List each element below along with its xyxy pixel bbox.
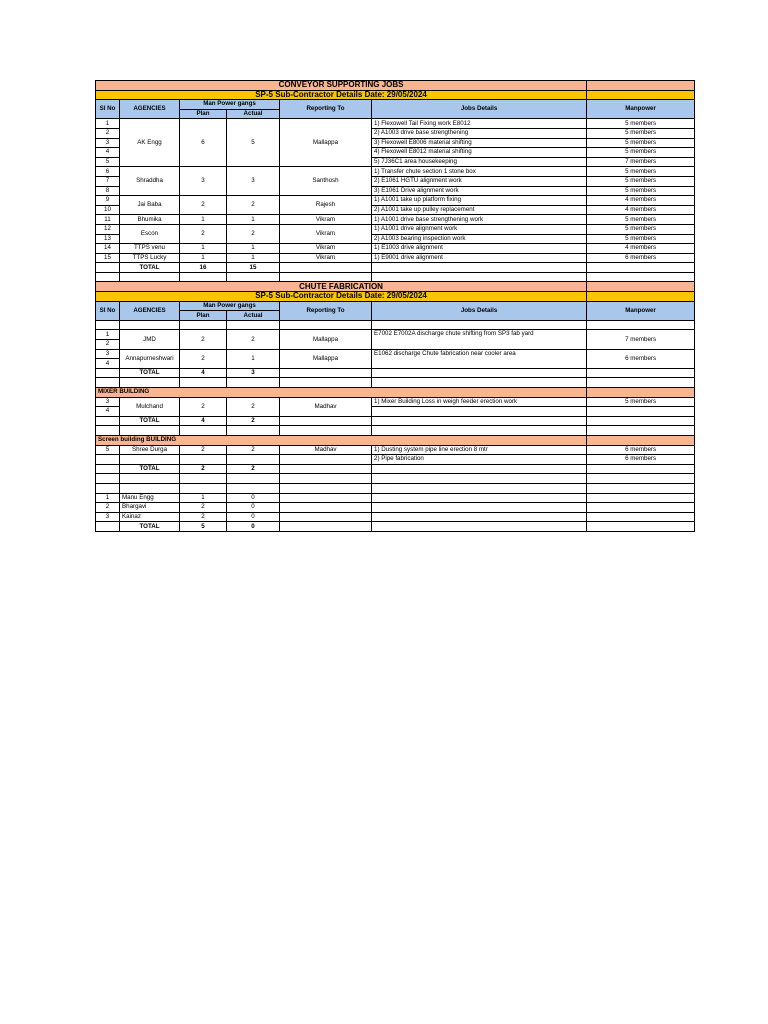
reporting-to: Vikram (280, 244, 372, 254)
plan-value: 6 (180, 119, 227, 167)
reporting-to: Madhav (280, 397, 372, 416)
actual-value: 0 (227, 503, 280, 513)
sl-no: 2 (96, 128, 120, 138)
job-detail: 2) A1003 bearing inspection work (372, 234, 587, 244)
plan-value: 2 (180, 330, 227, 349)
plan-value: 3 (180, 167, 227, 196)
empty-cell (587, 483, 695, 493)
header-manpower: Manpower (587, 100, 695, 119)
empty-cell (227, 378, 280, 388)
manpower-value: 6 members (587, 445, 695, 455)
sl-no: 8 (96, 186, 120, 196)
empty-cell (587, 320, 695, 330)
empty-cell (372, 464, 587, 474)
header-actual: Actual (227, 109, 280, 119)
empty-cell (372, 416, 587, 426)
empty-cell (372, 503, 587, 513)
table-row (96, 445, 695, 455)
manpower-value: 4 members (587, 205, 695, 215)
empty-cell (227, 483, 280, 493)
empty-cell (227, 320, 280, 330)
plan-value: 2 (180, 224, 227, 243)
mixer-section-title: MIXER BUILDING (96, 388, 587, 398)
table-row (96, 512, 695, 522)
empty-cell (372, 272, 587, 282)
job-detail: 4) Flexowell E8012 material shifting (372, 148, 587, 158)
chute-title-end (587, 282, 695, 292)
chute-title-cell: CHUTE FABRICATION (96, 282, 587, 292)
job-detail: 1) Flexowell Tail Fixing work E8012 (372, 119, 587, 129)
empty-cell (120, 483, 180, 493)
empty-cell (280, 455, 372, 465)
empty-cell (372, 426, 587, 436)
sl-no: 5 (96, 445, 120, 455)
table-row (96, 224, 695, 234)
empty-cell (120, 455, 180, 465)
empty-cell (372, 512, 587, 522)
empty-cell (96, 426, 120, 436)
sl-no: 4 (96, 359, 120, 369)
total-label: TOTAL (120, 416, 180, 426)
header-sl-no: Sl No (96, 301, 120, 320)
empty-cell (280, 426, 372, 436)
sl-no: 4 (96, 148, 120, 158)
agency-name: Mulchand (120, 397, 180, 416)
chute-total-row (96, 368, 695, 378)
empty-cell (96, 368, 120, 378)
empty-cell (227, 474, 280, 484)
chute-subtitle-cell: SP-5 Sub-Contractor Details Date: 29/05/2024 (96, 292, 587, 302)
total-label: TOTAL (120, 263, 180, 273)
empty-cell (180, 474, 227, 484)
job-detail: 1) E1003 drive alignment (372, 244, 587, 254)
chute-subtitle (96, 292, 695, 302)
empty-cell (280, 522, 372, 532)
table-row (96, 455, 695, 465)
conveyor-total-row (96, 263, 695, 273)
empty-cell (587, 426, 695, 436)
sl-no: 1 (96, 119, 120, 129)
manpower-value: 5 members (587, 224, 695, 234)
total-label: TOTAL (120, 522, 180, 532)
actual-value: 1 (227, 349, 280, 368)
job-detail: 2) A1003 drive base strengthening (372, 128, 587, 138)
total-plan: 5 (180, 522, 227, 532)
empty-cell (96, 272, 120, 282)
empty-cell (280, 378, 372, 388)
actual-value: 2 (227, 445, 280, 455)
sl-no: 4 (96, 407, 120, 417)
empty-cell (587, 407, 695, 417)
manpower-value: 6 members (587, 455, 695, 465)
sl-no: 9 (96, 196, 120, 206)
header-manpower-gangs: Man Power gangs (180, 100, 280, 110)
total-actual: 0 (227, 522, 280, 532)
empty-cell (227, 272, 280, 282)
empty-cell (120, 426, 180, 436)
screen-total-row (96, 464, 695, 474)
plan-value: 2 (180, 349, 227, 368)
agency-name: TTPS venu (120, 244, 180, 254)
empty-row (96, 474, 695, 484)
sl-no: 3 (96, 349, 120, 359)
sl-no: 12 (96, 224, 120, 234)
manpower-value: 5 members (587, 234, 695, 244)
total-plan: 4 (180, 368, 227, 378)
empty-cell (587, 263, 695, 273)
actual-value: 2 (227, 397, 280, 416)
empty-cell (96, 320, 120, 330)
table-row (96, 167, 695, 177)
empty-cell (96, 263, 120, 273)
empty-cell (372, 368, 587, 378)
total-plan: 4 (180, 416, 227, 426)
agency-name: AK Engg (120, 119, 180, 167)
empty-cell (372, 320, 587, 330)
sl-no: 14 (96, 244, 120, 254)
reporting-to: Santhosh (280, 167, 372, 196)
sl-no: 15 (96, 253, 120, 263)
agency-name: Escon (120, 224, 180, 243)
manpower-value: 5 members (587, 176, 695, 186)
table-row (96, 397, 695, 407)
empty-cell (280, 474, 372, 484)
reporting-to: Vikram (280, 224, 372, 243)
job-detail: 3) E1061 Drive alignment work (372, 186, 587, 196)
sl-no: 3 (96, 397, 120, 407)
manpower-value: 5 members (587, 138, 695, 148)
agency-name: TTPS Lucky (120, 253, 180, 263)
empty-cell (372, 263, 587, 273)
empty-cell (280, 493, 372, 503)
total-label: TOTAL (120, 368, 180, 378)
screen-section-row (96, 435, 695, 445)
conveyor-title-cell: CONVEYOR SUPPORTING JOBS (96, 81, 587, 91)
header-jobs-details: Jobs Details (372, 100, 587, 119)
actual-value: 2 (227, 196, 280, 215)
job-detail: 2) Pipe fabrication (372, 455, 587, 465)
table-row (96, 215, 695, 225)
empty-cell (280, 368, 372, 378)
job-detail: 1) E9001 drive alignment (372, 253, 587, 263)
job-detail: 2) E1061 HGTU alignment work (372, 176, 587, 186)
agency-name: Bhumika (120, 215, 180, 225)
plan-value: 2 (180, 397, 227, 416)
empty-cell (120, 378, 180, 388)
manpower-value: 7 members (587, 330, 695, 349)
empty-cell (587, 378, 695, 388)
empty-cell (280, 464, 372, 474)
header-manpower: Manpower (587, 301, 695, 320)
empty-cell (280, 272, 372, 282)
job-detail: 5) 7J36C1 area housekeeping (372, 157, 587, 167)
plan-value: 2 (180, 445, 227, 455)
job-detail: 1) Dusting system pipe line erection 8 mtr (372, 445, 587, 455)
mixer-section-end (587, 388, 695, 398)
total-plan: 16 (180, 263, 227, 273)
plan-value: 1 (180, 244, 227, 254)
empty-cell (120, 474, 180, 484)
agency-name: Jai Baba (120, 196, 180, 215)
header-actual: Actual (227, 311, 280, 321)
manpower-value: 6 members (587, 349, 695, 368)
sl-no: 3 (96, 138, 120, 148)
manpower-value: 6 members (587, 253, 695, 263)
sl-no: 13 (96, 234, 120, 244)
header-manpower-gangs: Man Power gangs (180, 301, 280, 311)
actual-value: 2 (227, 330, 280, 349)
empty-cell (180, 320, 227, 330)
plan-value: 2 (180, 512, 227, 522)
empty-cell (587, 493, 695, 503)
empty-cell (96, 483, 120, 493)
empty-row (96, 378, 695, 388)
table-row (96, 119, 695, 129)
empty-cell (587, 474, 695, 484)
actual-value: 1 (227, 215, 280, 225)
header-plan: Plan (180, 311, 227, 321)
conveyor-header-row (96, 100, 695, 110)
reporting-to: Rajesh (280, 196, 372, 215)
conveyor-subtitle (96, 90, 695, 100)
manpower-value: 5 members (587, 397, 695, 407)
mixer-section-row (96, 388, 695, 398)
mixer-total-row (96, 416, 695, 426)
screen-section-title: Screen building BUILDING (96, 435, 587, 445)
empty-cell (280, 512, 372, 522)
empty-cell (280, 416, 372, 426)
empty-cell (280, 263, 372, 273)
table-row (96, 493, 695, 503)
agency-name: Manu Engg (120, 493, 180, 503)
empty-cell (587, 464, 695, 474)
table-row (96, 349, 695, 359)
screen-section-end (587, 435, 695, 445)
empty-cell (372, 407, 587, 417)
empty-cell (227, 455, 280, 465)
sl-no: 5 (96, 157, 120, 167)
empty-cell (227, 426, 280, 436)
actual-value: 2 (227, 224, 280, 243)
manpower-value: 5 members (587, 128, 695, 138)
job-detail: 1) A1001 take up platform fixing (372, 196, 587, 206)
conveyor-subtitle-end (587, 90, 695, 100)
reporting-to: Mallappa (280, 119, 372, 167)
total-actual: 15 (227, 263, 280, 273)
empty-cell (280, 320, 372, 330)
actual-value: 5 (227, 119, 280, 167)
empty-cell (587, 416, 695, 426)
empty-cell (587, 368, 695, 378)
table-row (96, 330, 695, 340)
reporting-to: Madhav (280, 445, 372, 455)
reporting-to: Vikram (280, 253, 372, 263)
header-plan: Plan (180, 109, 227, 119)
empty-cell (280, 503, 372, 513)
empty-cell (96, 416, 120, 426)
empty-cell (587, 503, 695, 513)
agency-name: Bhargavi (120, 503, 180, 513)
actual-value: 3 (227, 167, 280, 196)
sl-no: 1 (96, 330, 120, 340)
header-agencies: AGENCIES (120, 100, 180, 119)
manpower-value: 5 members (587, 186, 695, 196)
sl-no: 11 (96, 215, 120, 225)
job-detail: 1) A1001 drive alignment work (372, 224, 587, 234)
manpower-value: 5 members (587, 148, 695, 158)
chute-subtitle-end (587, 292, 695, 302)
sl-no: 3 (96, 512, 120, 522)
table-row (96, 196, 695, 206)
reporting-to: Mallappa (280, 330, 372, 349)
reporting-to: Mallappa (280, 349, 372, 368)
plan-value: 1 (180, 253, 227, 263)
job-detail: 1) Mixer Building Loss in weigh feeder erection work (372, 397, 587, 407)
plan-value: 2 (180, 503, 227, 513)
reporting-to: Vikram (280, 215, 372, 225)
sl-no: 1 (96, 493, 120, 503)
total-actual: 2 (227, 416, 280, 426)
total-actual: 2 (227, 464, 280, 474)
manpower-value: 4 members (587, 244, 695, 254)
manpower-value: 5 members (587, 215, 695, 225)
extra-total-row (96, 522, 695, 532)
plan-value: 1 (180, 215, 227, 225)
conveyor-title (96, 81, 695, 91)
job-detail: E1062 discharge Chute fabrication near cooler area (372, 349, 587, 368)
total-plan: 2 (180, 464, 227, 474)
empty-cell (120, 320, 180, 330)
sl-no: 6 (96, 167, 120, 177)
sl-no: 7 (96, 176, 120, 186)
actual-value: 0 (227, 512, 280, 522)
chute-header-row (96, 301, 695, 311)
empty-cell (372, 474, 587, 484)
conveyor-title-end (587, 81, 695, 91)
empty-cell (372, 483, 587, 493)
sl-no: 2 (96, 503, 120, 513)
job-detail: 3) Flexowell E8006 material shifting (372, 138, 587, 148)
empty-cell (96, 464, 120, 474)
empty-row (96, 272, 695, 282)
agency-name: Annapurneshwari (120, 349, 180, 368)
empty-cell (372, 378, 587, 388)
empty-cell (280, 483, 372, 493)
total-label: TOTAL (120, 464, 180, 474)
empty-cell (587, 512, 695, 522)
empty-cell (587, 522, 695, 532)
job-detail: 2) A1001 take up pulley replacement (372, 205, 587, 215)
header-reporting-to: Reporting To (280, 301, 372, 320)
agency-name: Shree Durga (120, 445, 180, 455)
empty-row (96, 483, 695, 493)
agency-name: JMD (120, 330, 180, 349)
plan-value: 1 (180, 493, 227, 503)
empty-cell (180, 426, 227, 436)
table-row (96, 253, 695, 263)
manpower-value: 5 members (587, 167, 695, 177)
empty-cell (96, 455, 120, 465)
header-reporting-to: Reporting To (280, 100, 372, 119)
header-jobs-details: Jobs Details (372, 301, 587, 320)
sl-no: 10 (96, 205, 120, 215)
empty-cell (372, 493, 587, 503)
manpower-value: 7 members (587, 157, 695, 167)
manpower-value: 5 members (587, 119, 695, 129)
actual-value: 1 (227, 253, 280, 263)
agency-name: Shraddha (120, 167, 180, 196)
header-sl-no: Sl No (96, 100, 120, 119)
manpower-value: 4 members (587, 196, 695, 206)
conveyor-subtitle-cell: SP-5 Sub-Contractor Details Date: 29/05/2024 (96, 90, 587, 100)
subcontractor-table (95, 80, 695, 532)
empty-cell (180, 378, 227, 388)
sl-no: 2 (96, 340, 120, 350)
empty-cell (587, 272, 695, 282)
actual-value: 0 (227, 493, 280, 503)
empty-row (96, 426, 695, 436)
job-detail: 1) Transfer chute section 1 stone box (372, 167, 587, 177)
empty-cell (120, 272, 180, 282)
empty-cell (372, 522, 587, 532)
table-row (96, 244, 695, 254)
empty-row (96, 320, 695, 330)
empty-cell (180, 455, 227, 465)
empty-cell (180, 272, 227, 282)
plan-value: 2 (180, 196, 227, 215)
total-actual: 3 (227, 368, 280, 378)
job-detail: 1) A1001 drive base strengthening work (372, 215, 587, 225)
chute-title (96, 282, 695, 292)
empty-cell (96, 522, 120, 532)
agency-name: Kainaz (120, 512, 180, 522)
empty-cell (96, 378, 120, 388)
header-agencies: AGENCIES (120, 301, 180, 320)
table-row (96, 503, 695, 513)
empty-cell (96, 474, 120, 484)
actual-value: 1 (227, 244, 280, 254)
job-detail: E7002 E7002A discharge chute shifting from SP3 fab yard (372, 330, 587, 349)
empty-cell (180, 483, 227, 493)
